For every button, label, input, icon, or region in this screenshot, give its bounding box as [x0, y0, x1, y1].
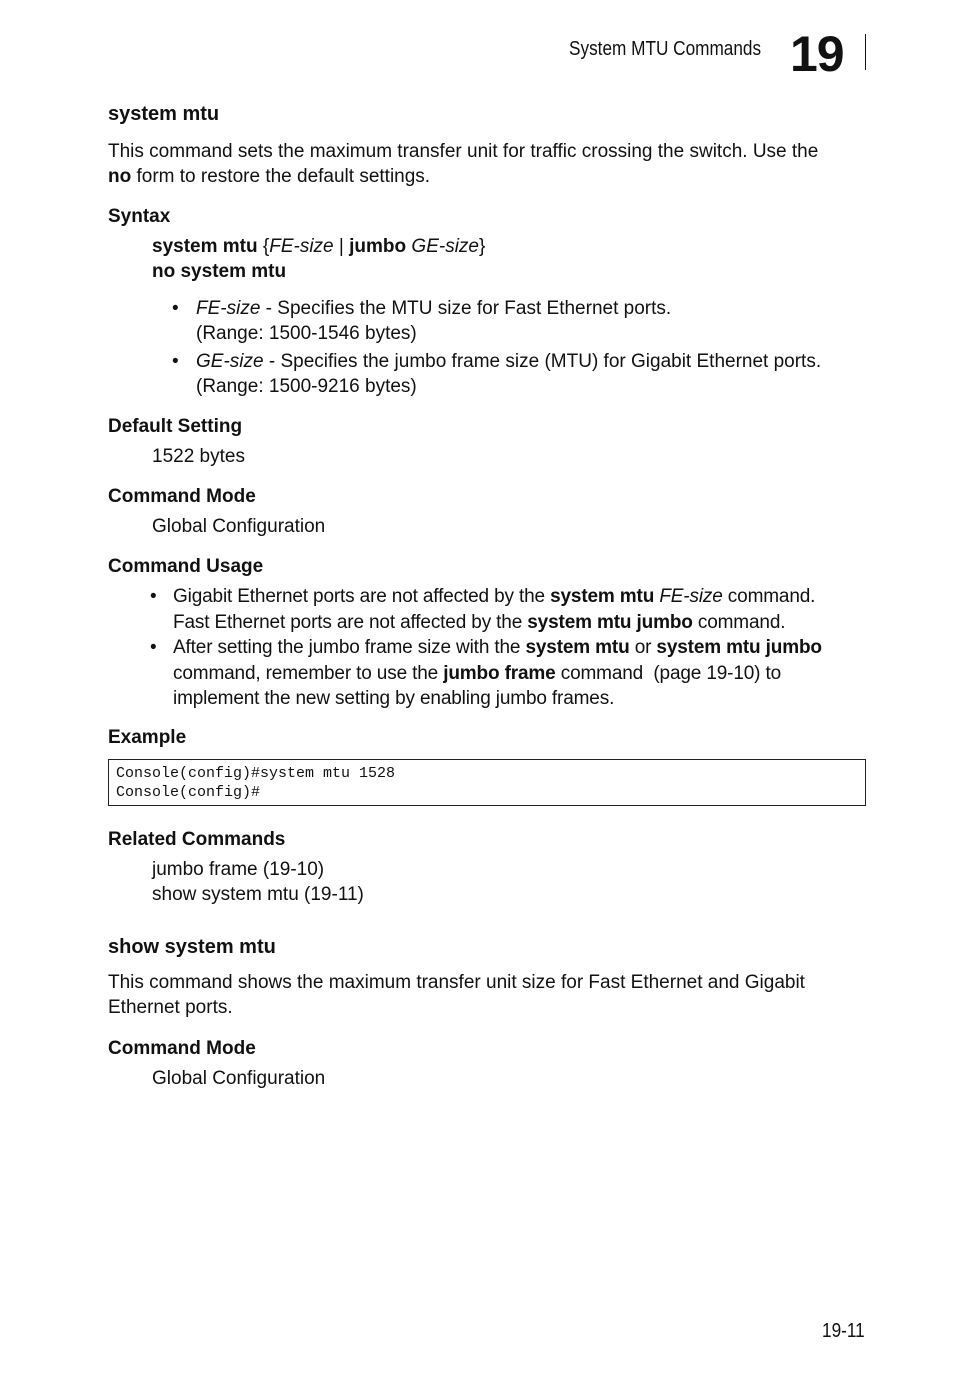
related-command: show system mtu (19-11) — [152, 884, 364, 905]
usage-fragment: command (page 19-10) to — [555, 662, 782, 684]
usage-line — [173, 610, 815, 636]
bullet: • — [172, 351, 179, 372]
syntax-pipe: | — [333, 236, 350, 257]
syntax-brace-close: } — [479, 236, 486, 257]
usage-text — [173, 584, 815, 635]
bullet: • — [150, 586, 157, 607]
description-line-2 — [108, 164, 868, 189]
code-line: Console(config)#system mtu 1528 — [116, 765, 396, 782]
parameter-desc: - Specifies the MTU size for Fast Ethernet ports. — [260, 298, 672, 319]
parameter-name: GE-size — [196, 351, 264, 372]
page-number: 19-11 — [822, 1320, 865, 1342]
related-commands-list — [152, 857, 364, 907]
code-line: Console(config)# — [116, 784, 261, 801]
section-title-system-mtu: system mtu — [108, 103, 220, 125]
chapter-number: 19 — [790, 26, 844, 82]
example-heading: Example — [108, 727, 187, 748]
parameter-line — [196, 349, 821, 374]
bullet: • — [150, 637, 157, 658]
running-header: System MTU Commands — [569, 38, 762, 60]
syntax-no-line: no system mtu — [152, 261, 287, 282]
bullet: • — [172, 298, 179, 319]
usage-fragment: command, remember to use the — [173, 662, 444, 684]
usage-line — [173, 584, 815, 610]
section-title-show-system-mtu: show system mtu — [108, 936, 276, 958]
parameter-range: (Range: 1500-9216 bytes) — [196, 376, 417, 397]
parameter-text — [196, 296, 671, 346]
syntax-brace-open: { — [257, 236, 270, 257]
syntax-block — [152, 234, 485, 284]
usage-fragment: or — [629, 637, 657, 658]
chapter-divider — [865, 34, 866, 70]
usage-param: FE-size — [659, 586, 723, 607]
usage-fragment: After setting the jumbo frame size with the — [173, 637, 526, 658]
default-setting-heading: Default Setting — [108, 416, 243, 437]
usage-text — [173, 635, 822, 712]
syntax-ge-param: GE-size — [411, 236, 479, 257]
usage-item — [150, 635, 866, 713]
usage-line: implement the new setting by enabling jumbo frames. — [173, 688, 615, 709]
usage-fragment: command. — [722, 586, 816, 607]
related-commands-heading: Related Commands — [108, 829, 286, 850]
usage-cmd: system mtu — [525, 637, 630, 658]
usage-fragment: Fast Ethernet ports are not affected by the — [173, 611, 528, 633]
usage-cmd: system mtu jumbo — [527, 611, 693, 633]
usage-item — [150, 584, 866, 635]
command-usage-heading: Command Usage — [108, 556, 264, 577]
command-mode-value-2: Global Configuration — [152, 1068, 326, 1089]
default-setting-value: 1522 bytes — [152, 446, 245, 467]
command-mode-heading-2: Command Mode — [108, 1038, 256, 1059]
parameter-line — [196, 296, 671, 321]
syntax-heading: Syntax — [108, 206, 171, 227]
syntax-jumbo: jumbo — [349, 236, 407, 257]
usage-cmd: system mtu — [550, 586, 655, 607]
usage-fragment: command. — [692, 611, 786, 633]
description-line-1: This command sets the maximum transfer unit for traffic crossing the switch. Use the — [108, 141, 819, 162]
usage-list — [150, 584, 866, 713]
syntax-fe-param: FE-size — [269, 236, 334, 257]
section-description — [108, 139, 868, 189]
no-keyword: no — [108, 166, 132, 187]
description-line-1: This command shows the maximum transfer unit size for Fast Ethernet and Gigabit — [108, 972, 805, 993]
example-code-block — [108, 759, 866, 806]
syntax-cmd: system mtu — [152, 236, 258, 257]
parameter-desc: - Specifies the jumbo frame size (MTU) for Gigabit Ethernet ports. — [263, 351, 822, 372]
usage-fragment: Gigabit Ethernet ports are not affected by the — [173, 586, 551, 607]
usage-line — [173, 635, 822, 661]
usage-line — [173, 661, 822, 687]
description-line-2: Ethernet ports. — [108, 997, 233, 1018]
syntax-line — [152, 234, 485, 259]
parameter-text — [196, 349, 821, 399]
parameter-name: FE-size — [196, 298, 261, 319]
usage-cmd: jumbo frame — [443, 662, 556, 684]
command-mode-heading: Command Mode — [108, 486, 256, 507]
usage-cmd: system mtu jumbo — [656, 637, 822, 658]
section2-description — [108, 970, 868, 1020]
description-tail: form to restore the default settings. — [131, 166, 431, 187]
command-mode-value: Global Configuration — [152, 516, 326, 537]
related-command: jumbo frame (19-10) — [152, 859, 325, 880]
parameter-range: (Range: 1500-1546 bytes) — [196, 323, 417, 344]
